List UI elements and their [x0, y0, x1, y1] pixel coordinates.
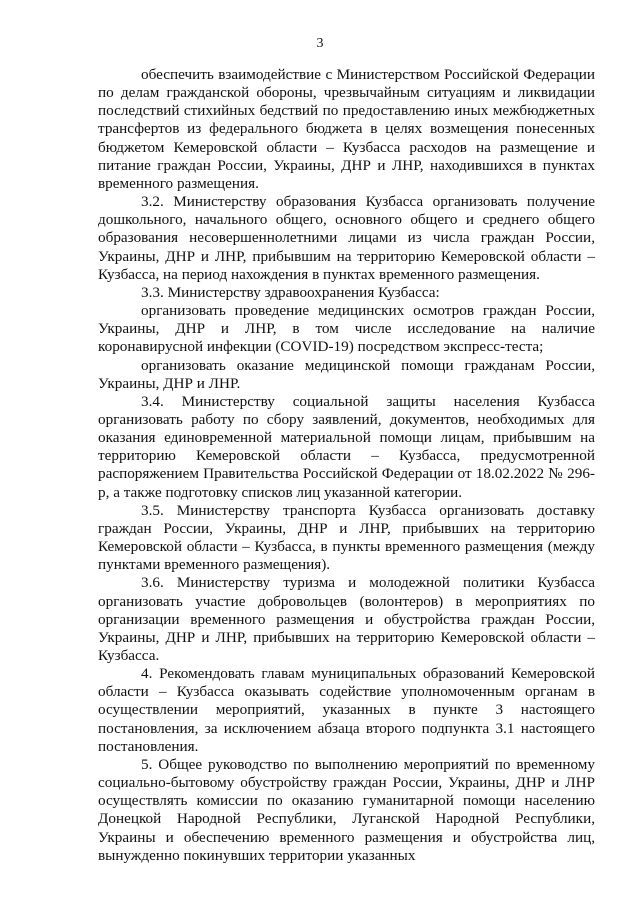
paragraph-5: 5. Общее руководство по выполнению мероприятий по временному социально-бытовому обустройству граждан России, Украины, ДНР и ЛНР осуществлять комиссии по оказанию гуманитарной помощи населению Донецкой Народной Республики, Луганской Народной Республики, Украины и обеспечению временного размещения и обустройства лиц, вынужденно покинувших территории указанных — [98, 755, 595, 864]
paragraph-3-6: 3.6. Министерству туризма и молодежной политики Кузбасса организовать участие добровольцев (волонтеров) в мероприятиях по организации временного размещения и обустройства граждан России, Украины, ДНР и ЛНР, прибывших на территорию Кемеровской области – Кузбасса. — [98, 574, 595, 664]
paragraph-3-3-medical-care: организовать оказание медицинской помощи гражданам России, Украины, ДНР и ЛНР. — [98, 356, 595, 392]
paragraph-3-3-medical-exams: организовать проведение медицинских осмотров граждан России, Украины, ДНР и ЛНР, в том числе исследование на наличие коронавирусной инфекции (COVID-19) посредством экспресс-теста; — [98, 302, 595, 356]
paragraph-3-5: 3.5. Министерству транспорта Кузбасса организовать доставку граждан России, Украины, ДНР и ЛНР, прибывших на территорию Кемеровской области – Кузбасса, в пункты временного размещения (между пунктами временного размещения). — [98, 501, 595, 574]
paragraph-3-4: 3.4. Министерству социальной защиты населения Кузбасса организовать работу по сбору заявлений, документов, необходимых для оказания единовременной материальной помощи лицам, прибывшим на территорию Кемеровской области – Кузбасса, предусмотренной распоряжением Правительства Российской Федерации от 18.02.2022 № 296-р, а также подготовку списков лиц указанной категории. — [98, 392, 595, 501]
paragraph-3-2: 3.2. Министерству образования Кузбасса организовать получение дошкольного, начального общего, основного общего и среднего общего образования несовершеннолетними лицами из числа граждан России, Украины, ДНР и ЛНР, прибывшим на территорию Кемеровской области – Кузбасса, на период нахождения в пунктах временного размещения. — [98, 193, 595, 283]
paragraph-4: 4. Рекомендовать главам муниципальных образований Кемеровской области – Кузбасса оказывать содействие уполномоченным органам в осуществлении мероприятий, указанных в пункте 3 настоящего постановления, за исключением абзаца второго подпункта 3.1 настоящего постановления. — [98, 665, 595, 755]
paragraph-3-1-continuation: обеспечить взаимодействие с Министерством Российской Федерации по делам гражданской обороны, чрезвычайным ситуациям и ликвидации последствий стихийных бедствий по предоставлению иных межбюджетных трансфертов из федерального бюджета в целях возмещения понесенных бюджетом Кемеровской области – Кузбасса расходов на размещение и питание граждан России, Украины, ДНР и ЛНР, находившихся в пунктах временного размещения. — [98, 66, 595, 192]
document-body — [98, 66, 595, 865]
page-number: 3 — [316, 36, 324, 51]
paragraph-3-3: 3.3. Министерству здравоохранения Кузбасса: — [141, 283, 440, 301]
